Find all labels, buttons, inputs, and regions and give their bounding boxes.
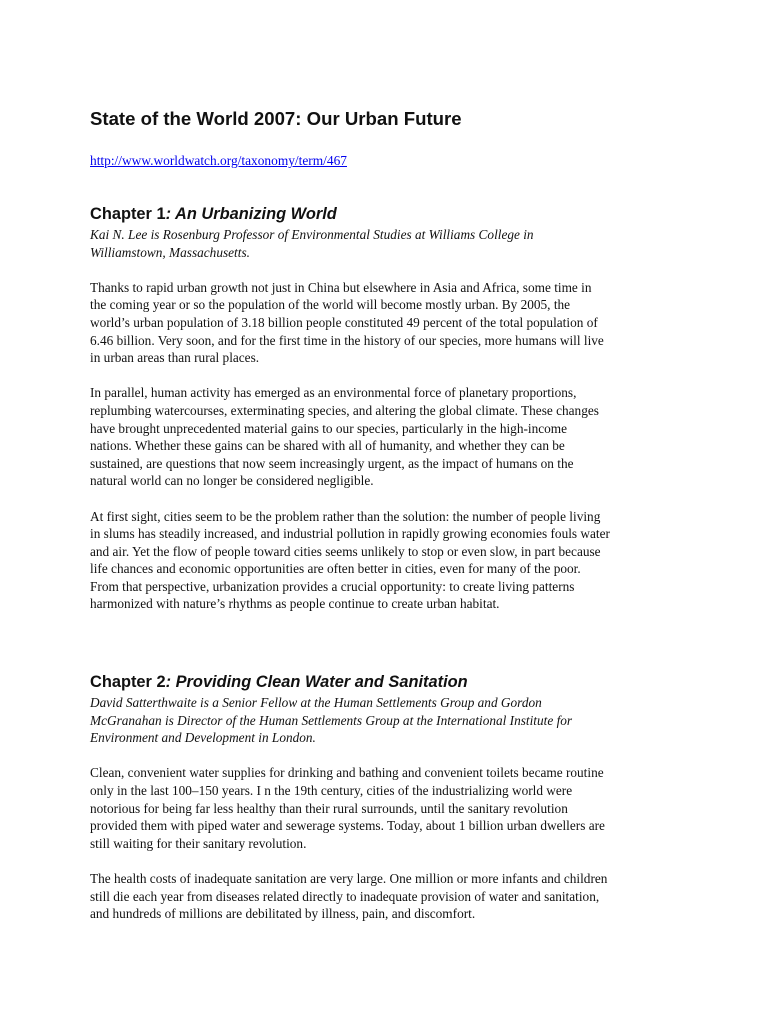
paragraph-line: nations. Whether these gains can be shared with all of humanity, and whether they can be xyxy=(90,438,565,454)
byline-line: Kai N. Lee is Rosenburg Professor of Environmental Studies at Williams College in xyxy=(90,227,534,242)
chapter-1-section xyxy=(90,203,690,631)
chapter-2-section xyxy=(90,671,690,940)
paragraph-line: 6.46 billion. Very soon, and for the first time in the history of our species, more humans will live xyxy=(90,332,604,348)
paragraph-line: have brought unprecedented material gains to our species, particularly in the high-income xyxy=(90,420,568,436)
paragraph-line: From that perspective, urbanization provides a crucial opportunity: to create living patterns xyxy=(90,578,575,594)
document-title: State of the World 2007: Our Urban Future xyxy=(90,108,462,129)
paragraph-line: harmonized with nature’s rhythms as people continue to create urban habitat. xyxy=(90,596,500,612)
chapter-1-title: : An Urbanizing World xyxy=(165,205,337,223)
byline-line: Williamstown, Massachusetts. xyxy=(90,244,250,260)
paragraph-line: in urban areas than rural places. xyxy=(90,350,260,366)
byline-line: Environment and Development in London. xyxy=(90,730,316,746)
paragraph-line: in slums has steadily increased, and industrial pollution in rapidly growing economies fouls water xyxy=(90,526,610,542)
paragraph-line: notorious for being far less healthy than their rural surrounds, until the sanitary revolution xyxy=(90,800,568,816)
paragraph-line: and hundreds of millions are debilitated by illness, pain, and discomfort. xyxy=(90,906,476,922)
paragraph-line: still waiting for their sanitary revolution. xyxy=(90,835,307,851)
paragraph-line: provided them with piped water and sewerage systems. Today, about 1 billion urban dwellers are xyxy=(90,818,605,834)
chapter-2-paragraph-2 xyxy=(90,870,690,923)
chapter-1-paragraph-3 xyxy=(90,508,690,614)
chapter-1-number: Chapter 1 xyxy=(90,205,166,223)
paragraph-line: At first sight, cities seem to be the problem rather than the solution: the number of people living xyxy=(90,508,601,524)
chapter-2-heading xyxy=(90,671,690,693)
chapter-1-paragraph-2 xyxy=(90,384,690,490)
paragraph-line: Thanks to rapid urban growth not just in China but elsewhere in Asia and Africa, some time in xyxy=(90,279,592,295)
chapter-1-paragraph-1 xyxy=(90,279,690,367)
chapter-2-title: : Providing Clean Water and Sanitation xyxy=(165,673,468,691)
paragraph-line: Clean, convenient water supplies for drinking and bathing and convenient toilets became routine xyxy=(90,765,604,781)
paragraph-line: sustained, are questions that now seem increasingly urgent, as the impact of humans on the xyxy=(90,455,574,471)
chapter-1-author-byline xyxy=(90,226,690,261)
paragraph-line: natural world can no longer be considered negligible. xyxy=(90,473,374,489)
chapter-2-number: Chapter 2 xyxy=(90,673,166,691)
paragraph-line: replumbing watercourses, exterminating species, and altering the global climate. These changes xyxy=(90,402,599,418)
paragraph-line: life chances and economic opportunities are often better in cities, even for many of the poor. xyxy=(90,561,581,577)
chapter-2-paragraph-1 xyxy=(90,764,690,852)
chapter-2-author-byline xyxy=(90,694,690,747)
byline-line: McGranahan is Director of the Human Settlements Group at the International Institute for xyxy=(90,712,573,728)
chapter-1-heading xyxy=(90,203,690,225)
paragraph-line: The health costs of inadequate sanitation are very large. One million or more infants and children xyxy=(90,870,608,886)
paragraph-line: world’s urban population of 3.18 billion people constituted 49 percent of the total population of xyxy=(90,314,598,330)
paragraph-line: the coming year or so the population of the world will become mostly urban. By 2005, the xyxy=(90,297,571,313)
paragraph-line: still die each year from diseases related directly to inadequate provision of water and sanitation, xyxy=(90,888,600,904)
paragraph-line: and air. Yet the flow of people toward cities seems unlikely to stop or even slow, in part because xyxy=(90,543,601,559)
source-link[interactable]: http://www.worldwatch.org/taxonomy/term/467 xyxy=(90,153,347,168)
paragraph-line: In parallel, human activity has emerged as an environmental force of planetary proportions, xyxy=(90,385,577,401)
byline-line: David Satterthwaite is a Senior Fellow at the Human Settlements Group and Gordon xyxy=(90,695,542,710)
paragraph-line: only in the last 100–150 years. I n the 19th century, cities of the industrializing world were xyxy=(90,782,573,798)
